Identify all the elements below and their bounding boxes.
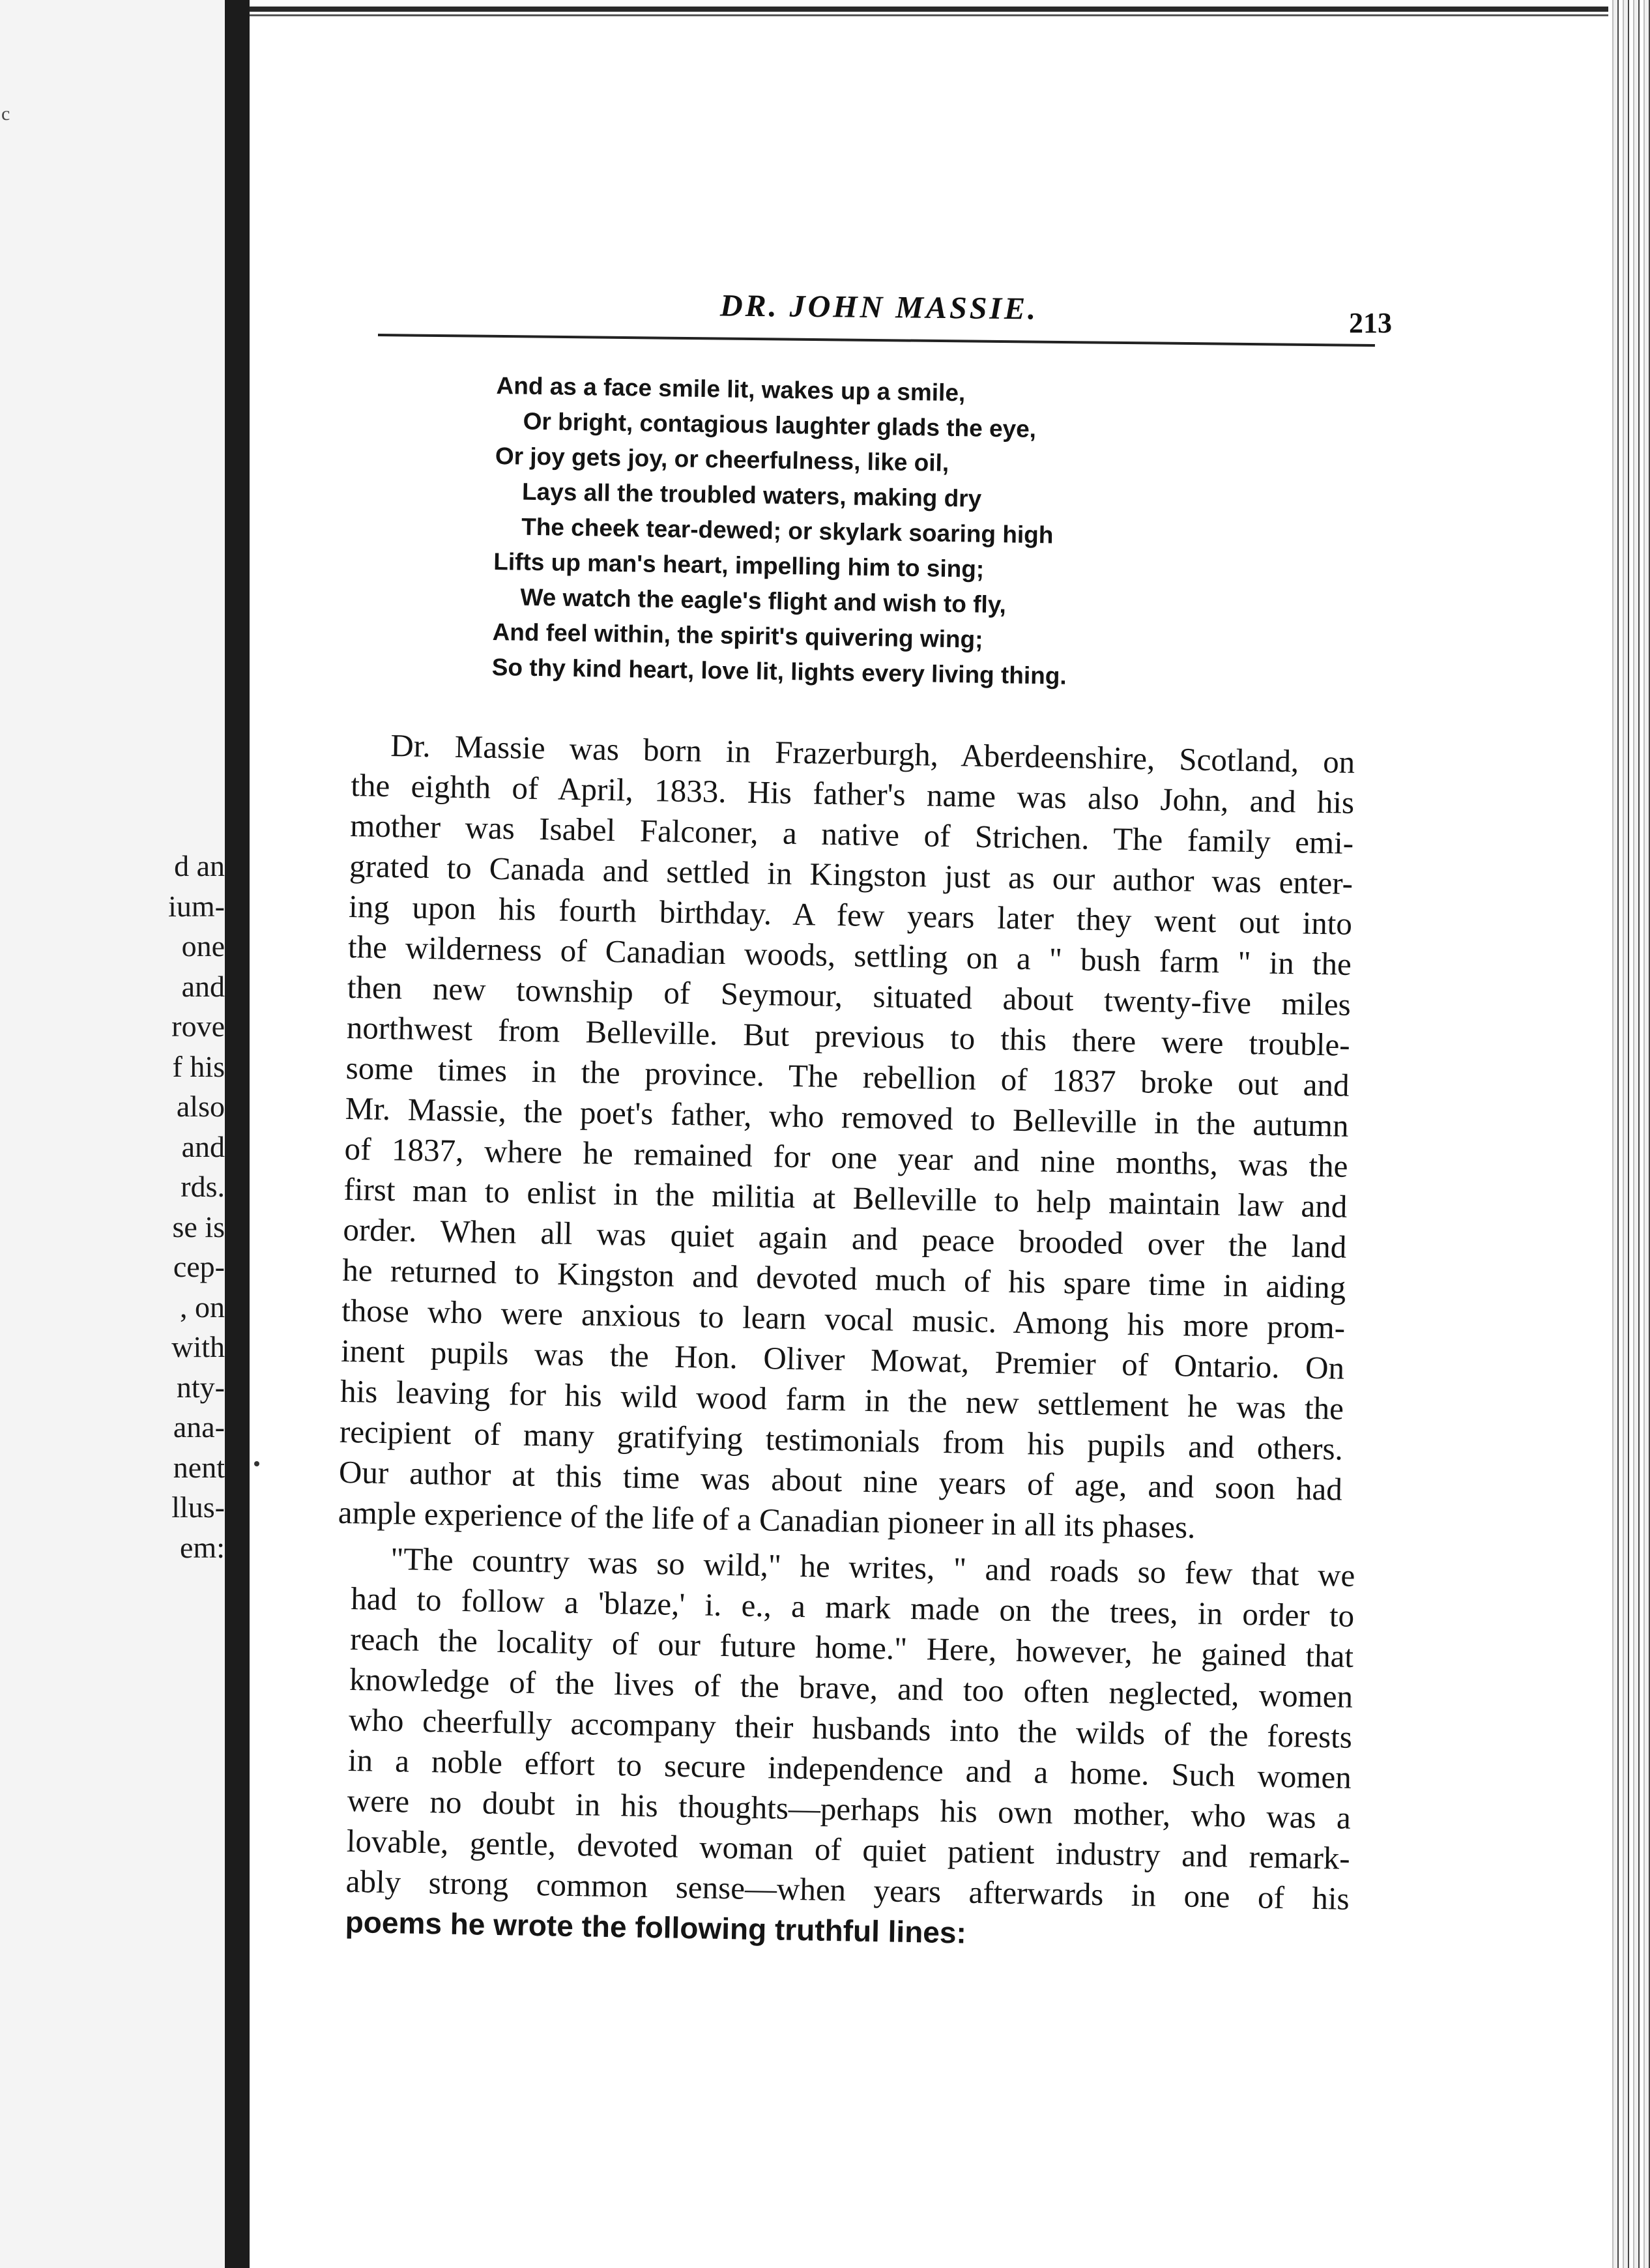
text-line: knowledge of the lives of the brave, and too often neglected, women	[349, 1661, 1353, 1715]
text-line: northwest from Belleville. But previous to this there were trouble-	[346, 1009, 1351, 1063]
facing-page-fragment: rds.	[181, 1170, 225, 1203]
print-speck	[254, 1461, 259, 1466]
verse-line: The cheek tear-dewed; or skylark soaring high	[521, 513, 1054, 549]
verse-line: Lays all the troubled waters, making dry	[521, 478, 982, 512]
facing-page-text	[16, 846, 225, 1567]
text-line: those who were anxious to learn vocal music. Among his more prom-	[341, 1292, 1346, 1346]
text-line: were no doubt in his thoughts—perhaps his own mother, who was a	[347, 1782, 1352, 1836]
facing-page-fragment: llus-	[171, 1490, 225, 1524]
text-line: the eighth of April, 1833. His father's name was also John, and his	[350, 766, 1355, 821]
text-line: he returned to Kingston and devoted much of his spare time in aiding	[341, 1251, 1346, 1305]
text-line: ing upon his fourth birthday. A few years later they went out into	[348, 888, 1353, 942]
verse-line: Lifts up man's heart, impelling him to sing;	[493, 547, 985, 583]
paragraph-2	[345, 1538, 1355, 1960]
book-gutter	[225, 0, 250, 2268]
text-line: Our author at this time was about nine years of age, and soon had	[338, 1453, 1343, 1507]
text-line: then new township of Seymour, situated about twenty-five miles	[347, 968, 1352, 1023]
page-number: 213	[1349, 307, 1392, 339]
facing-page-fragment: em:	[180, 1530, 225, 1564]
text-line: had to follow a 'blaze,' i. e., a mark made on the trees, in order to	[350, 1580, 1355, 1634]
header-rule	[378, 334, 1375, 347]
text-line: order. When all was quiet again and peace brooded over the land	[343, 1211, 1347, 1265]
text-line: first man to enlist in the militia at Belleville to help maintain law and	[343, 1170, 1348, 1225]
facing-page-fragment: f his	[172, 1049, 225, 1083]
text-line: ably strong common sense—when years afterwards in one of his	[345, 1863, 1350, 1917]
verse-stanza	[491, 368, 1187, 696]
facing-page-fragment: ium-	[168, 889, 225, 923]
facing-page-fragment: nty-	[176, 1370, 225, 1404]
page-top-edge	[250, 7, 1618, 12]
facing-page-fragment: cep-	[173, 1250, 225, 1283]
verse-line: Or bright, contagious laughter glads the eye,	[523, 407, 1037, 443]
facing-page-fragment: rove	[171, 1010, 225, 1043]
verse-line: Or joy gets joy, or cheerfulness, like oil,	[495, 442, 949, 476]
text-line: Dr. Massie was born in Frazerburgh, Aberdeenshire, Scotland, on	[390, 727, 1355, 780]
facing-page-fragment: nent	[173, 1450, 225, 1484]
facing-page-fragment: with	[171, 1330, 225, 1363]
text-line: poems he wrote the following truthful lines:	[345, 1904, 967, 1950]
text-line: "The country was so wild," he writes, " and roads so few that we	[390, 1541, 1355, 1593]
page-stack-edge	[1608, 0, 1650, 2268]
verse-line: And feel within, the spirit's quivering wing;	[492, 618, 983, 653]
facing-page-fragment: d an	[174, 849, 225, 882]
verse-line: So thy kind heart, love lit, lights every living thing.	[491, 653, 1067, 690]
text-line: the wilderness of Canadian woods, settling on a " bush farm " in the	[347, 928, 1352, 982]
facing-page-fragment: and	[181, 969, 225, 1003]
verse-line: We watch the eagle's flight and wish to fly,	[520, 583, 1007, 618]
text-line: inent pupils was the Hon. Oliver Mowat, Premier of Ontario. On	[340, 1332, 1345, 1386]
text-line: reach the locality of our future home." Here, however, he gained that	[349, 1620, 1354, 1674]
text-line: recipient of many gratifying testimonials from his pupils and others.	[339, 1413, 1344, 1467]
text-line: of 1837, where he remained for one year and nine months, was the	[344, 1130, 1348, 1184]
text-line: in a noble effort to secure independence and a home. Such women	[347, 1741, 1352, 1796]
paragraph-1	[338, 725, 1355, 1550]
running-title: DR. JOHN MASSIE.	[719, 288, 1039, 327]
text-line: who cheerfully accompany their husbands into the wilds of the forests	[348, 1701, 1353, 1755]
text-line: his leaving for his wild wood farm in the new settlement he was the	[340, 1373, 1344, 1427]
verse-line: And as a face smile lit, wakes up a smile,	[496, 371, 966, 407]
text-line: ample experience of the life of a Canadian pioneer in all its phases.	[338, 1494, 1196, 1545]
facing-page-fragment: ana-	[173, 1410, 225, 1444]
facing-page-fragment: , on	[180, 1290, 225, 1324]
text-line: grated to Canada and settled in Kingston just as our author was enter-	[349, 847, 1353, 901]
facing-page-fragment: and	[181, 1129, 225, 1163]
running-header	[378, 280, 1392, 352]
text-line: lovable, gentle, devoted woman of quiet patient industry and remark-	[346, 1822, 1351, 1876]
facing-page-fragment: se is	[172, 1210, 225, 1243]
text-line: mother was Isabel Falconer, a native of Strichen. The family emi-	[349, 807, 1354, 861]
facing-page-fragment: one	[181, 929, 225, 963]
facing-page-fragment: also	[176, 1090, 225, 1123]
text-line: some times in the province. The rebellion of 1837 broke out and	[345, 1049, 1350, 1103]
text-line: Mr. Massie, the poet's father, who removed to Belleville in the autumn	[345, 1090, 1349, 1144]
facing-page-edge	[0, 0, 225, 2268]
facing-page-mark: c	[1, 103, 10, 124]
